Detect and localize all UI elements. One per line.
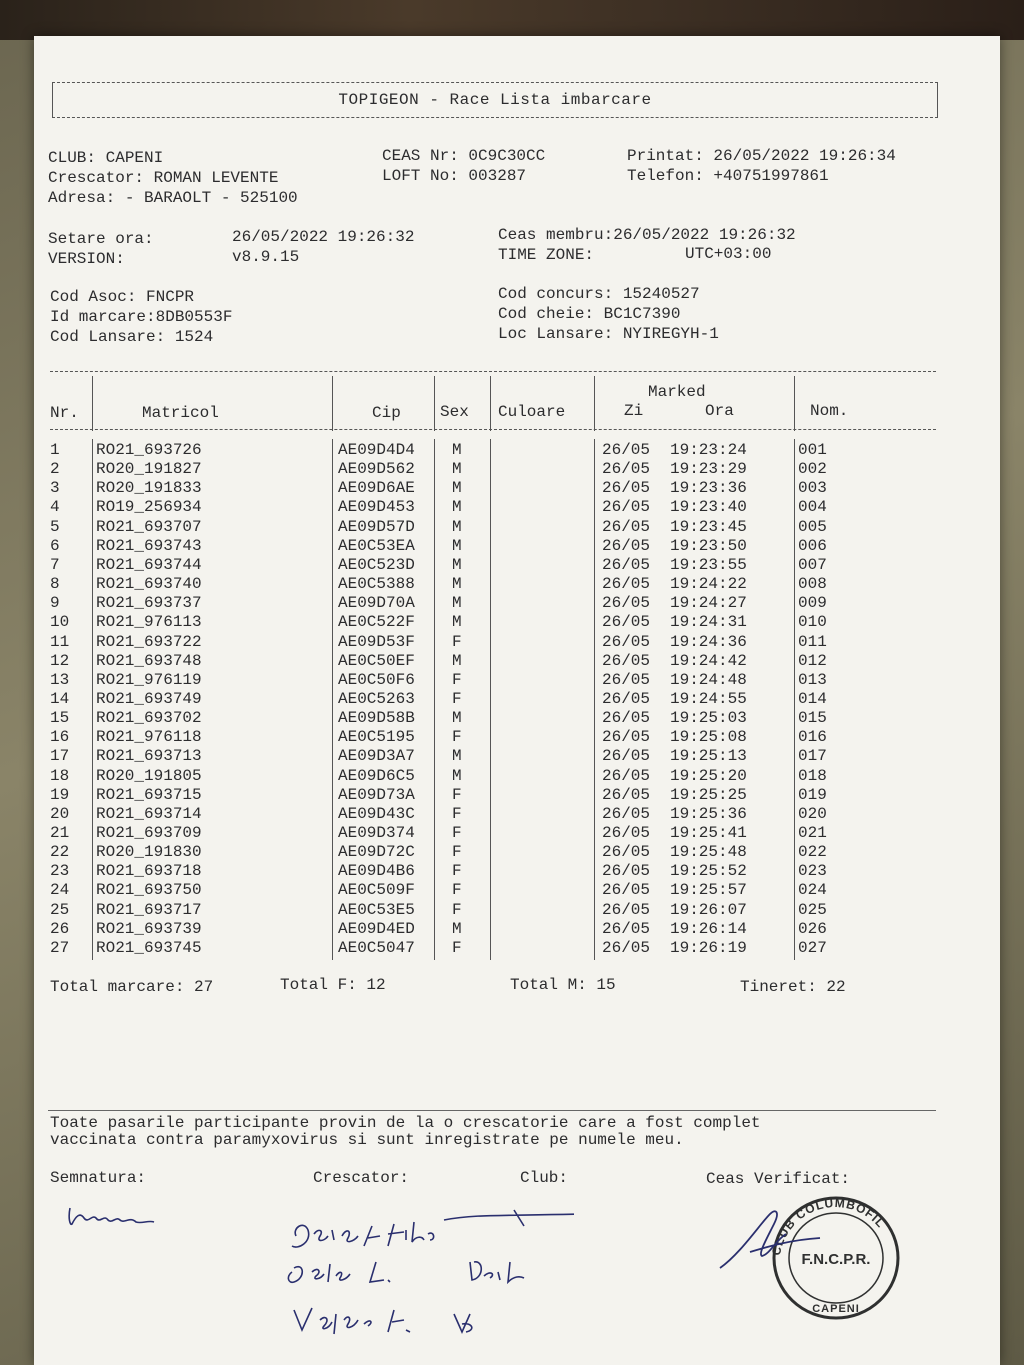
- cell-nom: 023: [798, 862, 827, 881]
- cell-matricol: RO21_693737: [96, 594, 202, 613]
- stamp-bottom-text: CAPENI: [812, 1303, 860, 1315]
- cell-zi: 26/05: [602, 785, 651, 804]
- cell-ora: 19:23:36: [670, 479, 747, 498]
- setare-ora-label: Setare ora:: [48, 230, 154, 248]
- cell-cip: AE0C5388: [338, 575, 415, 594]
- cell-matricol: RO21_693749: [96, 689, 202, 708]
- time-zone-label: TIME ZONE:: [498, 246, 595, 264]
- cell-cip: AE09D70A: [338, 594, 415, 613]
- cell-ora: 19:25:13: [670, 747, 747, 766]
- cell-zi: 26/05: [602, 938, 651, 957]
- cell-nom: 012: [798, 651, 827, 670]
- cell-sex: M: [452, 498, 462, 517]
- cell-nr: 4: [50, 498, 60, 517]
- cell-sex: M: [452, 555, 462, 574]
- cell-nom: 026: [798, 919, 827, 938]
- cell-nr: 8: [50, 575, 60, 594]
- handwritten-signature: [64, 1196, 164, 1236]
- header-cip: Cip: [372, 404, 401, 422]
- cell-cip: AE09D6AE: [338, 479, 415, 498]
- cell-ora: 19:26:14: [670, 919, 747, 938]
- cell-nom: 007: [798, 555, 827, 574]
- club-label: Club:: [520, 1169, 569, 1187]
- cell-nr: 13: [50, 670, 70, 689]
- cell-matricol: RO20_191827: [96, 460, 202, 479]
- cell-zi: 26/05: [602, 498, 651, 517]
- cell-sex: M: [452, 460, 462, 479]
- printed-date: Printat: 26/05/2022 19:26:34: [627, 147, 896, 165]
- col-divider: [434, 376, 435, 431]
- key-code: Cod cheie: BC1C7390: [498, 305, 681, 323]
- cell-sex: M: [452, 613, 462, 632]
- cell-zi: 26/05: [602, 575, 651, 594]
- cell-zi: 26/05: [602, 517, 651, 536]
- cell-nr: 17: [50, 747, 70, 766]
- header-marked: Marked: [648, 383, 706, 401]
- cell-cip: AE0C5047: [338, 938, 415, 957]
- cell-zi: 26/05: [602, 728, 651, 747]
- table-top-rule: [50, 371, 936, 372]
- cell-nom: 019: [798, 785, 827, 804]
- cell-ora: 19:24:42: [670, 651, 747, 670]
- cell-nom: 004: [798, 498, 827, 517]
- header-ora: Ora: [705, 402, 734, 420]
- cell-sex: M: [452, 766, 462, 785]
- cell-matricol: RO20_191833: [96, 479, 202, 498]
- cell-ora: 19:25:52: [670, 862, 747, 881]
- cell-cip: AE09D453: [338, 498, 415, 517]
- col-divider: [332, 376, 333, 431]
- cell-sex: F: [452, 843, 462, 862]
- cell-nr: 14: [50, 689, 70, 708]
- cell-nom: 015: [798, 709, 827, 728]
- cell-matricol: RO21_693717: [96, 900, 202, 919]
- cell-nom: 025: [798, 900, 827, 919]
- cell-ora: 19:25:57: [670, 881, 747, 900]
- cell-nom: 024: [798, 881, 827, 900]
- cell-sex: M: [452, 709, 462, 728]
- cell-ora: 19:23:45: [670, 517, 747, 536]
- cell-nom: 009: [798, 594, 827, 613]
- cell-nr: 9: [50, 594, 60, 613]
- handwritten-breeder-names: [284, 1206, 574, 1341]
- statement-line-2: vaccinata contra paramyxovirus si sunt inregistrate pe numele meu.: [50, 1131, 684, 1149]
- cell-matricol: RO21_693748: [96, 651, 202, 670]
- cell-sex: F: [452, 900, 462, 919]
- cell-matricol: RO20_191805: [96, 766, 202, 785]
- cell-cip: AE09D4ED: [338, 919, 415, 938]
- clock-number: CEAS Nr: 0C9C30CC: [382, 147, 546, 165]
- cell-zi: 26/05: [602, 441, 651, 459]
- total-female: Total F: 12: [280, 976, 386, 994]
- cell-sex: M: [452, 594, 462, 613]
- col-divider: [92, 439, 93, 960]
- cell-nom: 003: [798, 479, 827, 498]
- cell-nom: 006: [798, 536, 827, 555]
- cell-cip: AE0C50EF: [338, 651, 415, 670]
- header-culoare: Culoare: [498, 403, 566, 421]
- cell-ora: 19:24:55: [670, 689, 747, 708]
- cell-nr: 23: [50, 862, 70, 881]
- cell-cip: AE09D53F: [338, 632, 415, 651]
- cell-cip: AE09D4B6: [338, 862, 415, 881]
- cell-matricol: RO21_693744: [96, 555, 202, 574]
- cell-ora: 19:23:55: [670, 555, 747, 574]
- cell-sex: M: [452, 479, 462, 498]
- cell-nom: 027: [798, 938, 827, 957]
- header-nr: Nr.: [50, 404, 79, 422]
- breeder-name: Crescator: ROMAN LEVENTE: [48, 169, 279, 187]
- table-header-rule: [50, 429, 936, 430]
- cell-sex: M: [452, 747, 462, 766]
- cell-matricol: RO21_693714: [96, 804, 202, 823]
- cell-sex: F: [452, 862, 462, 881]
- version-value: v8.9.15: [232, 248, 300, 266]
- cell-cip: AE0C523D: [338, 555, 415, 574]
- cell-sex: F: [452, 938, 462, 957]
- cell-cip: AE09D58B: [338, 709, 415, 728]
- cell-zi: 26/05: [602, 824, 651, 842]
- race-document: [34, 36, 1000, 1365]
- cell-nr: 25: [50, 900, 70, 919]
- cell-matricol: RO21_976118: [96, 728, 202, 747]
- cell-nom: 010: [798, 613, 827, 632]
- cell-ora: 19:24:36: [670, 632, 747, 651]
- club-stamp: [710, 1184, 910, 1324]
- cell-zi: 26/05: [602, 843, 651, 862]
- cell-cip: AE09D72C: [338, 843, 415, 862]
- setare-ora-value: 26/05/2022 19:26:32: [232, 228, 415, 246]
- stamp-outer-text: CLUB COLUMBOFIL: [769, 1195, 889, 1257]
- cell-sex: F: [452, 785, 462, 804]
- cell-nom: 018: [798, 766, 827, 785]
- cell-ora: 19:23:50: [670, 536, 747, 555]
- statement-line-1: Toate pasarile participante provin de la o crescatorie care a fost complet: [50, 1114, 761, 1132]
- total-tineret: Tineret: 22: [740, 978, 846, 996]
- cell-cip: AE0C522F: [338, 613, 415, 632]
- cell-nr: 26: [50, 919, 70, 938]
- header-matricol: Matricol: [142, 404, 219, 422]
- background-fabric: [0, 0, 1024, 40]
- cell-zi: 26/05: [602, 632, 651, 651]
- cell-ora: 19:24:27: [670, 594, 747, 613]
- cell-sex: M: [452, 575, 462, 594]
- col-divider: [490, 376, 491, 431]
- cell-zi: 26/05: [602, 804, 651, 823]
- cell-zi: 26/05: [602, 881, 651, 900]
- cell-sex: F: [452, 824, 462, 842]
- document-title: TOPIGEON - Race Lista imbarcare: [338, 91, 652, 109]
- cell-matricol: RO20_191830: [96, 843, 202, 862]
- cell-zi: 26/05: [602, 479, 651, 498]
- cell-zi: 26/05: [602, 919, 651, 938]
- cell-matricol: RO19_256934: [96, 498, 202, 517]
- cell-nr: 10: [50, 613, 70, 632]
- cell-nom: 022: [798, 843, 827, 862]
- cell-ora: 19:23:24: [670, 441, 747, 459]
- cell-nom: 005: [798, 517, 827, 536]
- col-divider: [594, 376, 595, 431]
- clock-verified-label: Ceas Verificat:: [706, 1170, 851, 1188]
- col-divider: [794, 439, 795, 960]
- cell-matricol: RO21_693740: [96, 575, 202, 594]
- cell-sex: M: [452, 651, 462, 670]
- cell-nr: 20: [50, 804, 70, 823]
- header-sex: Sex: [440, 403, 469, 421]
- cell-zi: 26/05: [602, 900, 651, 919]
- time-zone-value: UTC+03:00: [685, 245, 772, 263]
- cell-ora: 19:25:48: [670, 843, 747, 862]
- cell-nr: 19: [50, 785, 70, 804]
- cell-matricol: RO21_976119: [96, 670, 202, 689]
- cell-nom: 020: [798, 804, 827, 823]
- cell-cip: AE09D3A7: [338, 747, 415, 766]
- cell-nom: 017: [798, 747, 827, 766]
- cell-nom: 014: [798, 689, 827, 708]
- col-divider: [794, 376, 795, 431]
- col-divider: [594, 439, 595, 960]
- cell-cip: AE0C50F6: [338, 670, 415, 689]
- contest-code: Cod concurs: 15240527: [498, 285, 700, 303]
- cell-cip: AE09D57D: [338, 517, 415, 536]
- cell-matricol: RO21_693715: [96, 785, 202, 804]
- signature-label: Semnatura:: [50, 1169, 147, 1187]
- header-nom: Nom.: [810, 402, 849, 420]
- cell-zi: 26/05: [602, 460, 651, 479]
- cell-ora: 19:24:31: [670, 613, 747, 632]
- col-divider: [332, 439, 333, 960]
- col-divider: [490, 439, 491, 960]
- cell-matricol: RO21_693745: [96, 938, 202, 957]
- cell-nr: 24: [50, 881, 70, 900]
- cell-ora: 19:25:20: [670, 766, 747, 785]
- cell-ora: 19:24:22: [670, 575, 747, 594]
- cell-zi: 26/05: [602, 689, 651, 708]
- cell-ora: 19:25:03: [670, 709, 747, 728]
- launch-location: Loc Lansare: NYIREGYH-1: [498, 325, 719, 343]
- cell-nom: 021: [798, 824, 827, 842]
- total-marcare: Total marcare: 27: [50, 978, 214, 996]
- cell-sex: M: [452, 441, 462, 459]
- cell-sex: F: [452, 689, 462, 708]
- cell-cip: AE0C5263: [338, 689, 415, 708]
- cell-cip: AE09D6C5: [338, 766, 415, 785]
- cell-nr: 21: [50, 824, 70, 842]
- cell-zi: 26/05: [602, 747, 651, 766]
- cell-zi: 26/05: [602, 670, 651, 689]
- cell-nr: 3: [50, 479, 60, 498]
- cell-nom: 008: [798, 575, 827, 594]
- cell-matricol: RO21_693709: [96, 824, 202, 842]
- cell-ora: 19:26:07: [670, 900, 747, 919]
- cell-zi: 26/05: [602, 594, 651, 613]
- cell-ora: 19:26:19: [670, 938, 747, 957]
- cell-nom: 011: [798, 632, 827, 651]
- cell-matricol: RO21_693713: [96, 747, 202, 766]
- cell-ora: 19:25:41: [670, 824, 747, 842]
- cell-sex: F: [452, 728, 462, 747]
- cell-sex: F: [452, 670, 462, 689]
- cell-sex: F: [452, 632, 462, 651]
- marking-id: Id marcare:8DB0553F: [50, 308, 233, 326]
- cell-cip: AE0C53E5: [338, 900, 415, 919]
- address: Adresa: - BARAOLT - 525100: [48, 189, 298, 207]
- cell-cip: AE0C53EA: [338, 536, 415, 555]
- cell-ora: 19:25:08: [670, 728, 747, 747]
- cell-matricol: RO21_693750: [96, 881, 202, 900]
- cell-nr: 6: [50, 536, 60, 555]
- cell-zi: 26/05: [602, 651, 651, 670]
- cell-nom: 001: [798, 441, 827, 459]
- cell-nr: 7: [50, 555, 60, 574]
- cell-cip: AE09D4D4: [338, 441, 415, 459]
- cell-nr: 12: [50, 651, 70, 670]
- cell-nr: 2: [50, 460, 60, 479]
- cell-zi: 26/05: [602, 555, 651, 574]
- cell-ora: 19:25:36: [670, 804, 747, 823]
- cell-cip: AE09D73A: [338, 785, 415, 804]
- cell-zi: 26/05: [602, 709, 651, 728]
- association-code: Cod Asoc: FNCPR: [50, 288, 195, 306]
- cell-cip: AE09D562: [338, 460, 415, 479]
- cell-matricol: RO21_693739: [96, 919, 202, 938]
- cell-matricol: RO21_693707: [96, 517, 202, 536]
- cell-nr: 18: [50, 766, 70, 785]
- cell-matricol: RO21_693726: [96, 441, 202, 459]
- cell-zi: 26/05: [602, 536, 651, 555]
- total-male: Total M: 15: [510, 976, 616, 994]
- header-zi: Zi: [624, 402, 644, 420]
- breeder-label: Crescator:: [313, 1169, 410, 1187]
- cell-ora: 19:23:40: [670, 498, 747, 517]
- cell-sex: M: [452, 517, 462, 536]
- cell-zi: 26/05: [602, 766, 651, 785]
- cell-cip: AE09D374: [338, 824, 415, 842]
- cell-matricol: RO21_693702: [96, 709, 202, 728]
- cell-cip: AE0C5195: [338, 728, 415, 747]
- cell-ora: 19:25:25: [670, 785, 747, 804]
- loft-number: LOFT No: 003287: [382, 167, 527, 185]
- phone-number: Telefon: +40751997861: [627, 167, 829, 185]
- version-label: VERSION:: [48, 250, 125, 268]
- cell-nr: 16: [50, 728, 70, 747]
- cell-sex: F: [452, 881, 462, 900]
- cell-zi: 26/05: [602, 862, 651, 881]
- cell-nr: 22: [50, 843, 70, 862]
- cell-nom: 002: [798, 460, 827, 479]
- stamp-center-text: F.N.C.P.R.: [801, 1251, 871, 1268]
- cell-matricol: RO21_693718: [96, 862, 202, 881]
- cell-cip: AE09D43C: [338, 804, 415, 823]
- cell-nr: 5: [50, 517, 60, 536]
- col-divider: [434, 439, 435, 960]
- cell-cip: AE0C509F: [338, 881, 415, 900]
- col-divider: [92, 376, 93, 431]
- cell-matricol: RO21_693743: [96, 536, 202, 555]
- document-header: [52, 82, 938, 118]
- cell-sex: M: [452, 919, 462, 938]
- footer-rule: [48, 1110, 936, 1111]
- cell-nom: 013: [798, 670, 827, 689]
- cell-zi: 26/05: [602, 613, 651, 632]
- cell-matricol: RO21_976113: [96, 613, 202, 632]
- cell-matricol: RO21_693722: [96, 632, 202, 651]
- cell-nr: 11: [50, 632, 70, 651]
- member-clock: Ceas membru:26/05/2022 19:26:32: [498, 226, 796, 244]
- cell-sex: F: [452, 804, 462, 823]
- launch-code: Cod Lansare: 1524: [50, 328, 214, 346]
- cell-ora: 19:24:48: [670, 670, 747, 689]
- cell-nom: 016: [798, 728, 827, 747]
- cell-nr: 1: [50, 441, 60, 459]
- cell-nr: 15: [50, 709, 70, 728]
- cell-nr: 27: [50, 938, 70, 957]
- club-name: CLUB: CAPENI: [48, 149, 164, 167]
- cell-sex: M: [452, 536, 462, 555]
- cell-ora: 19:23:29: [670, 460, 747, 479]
